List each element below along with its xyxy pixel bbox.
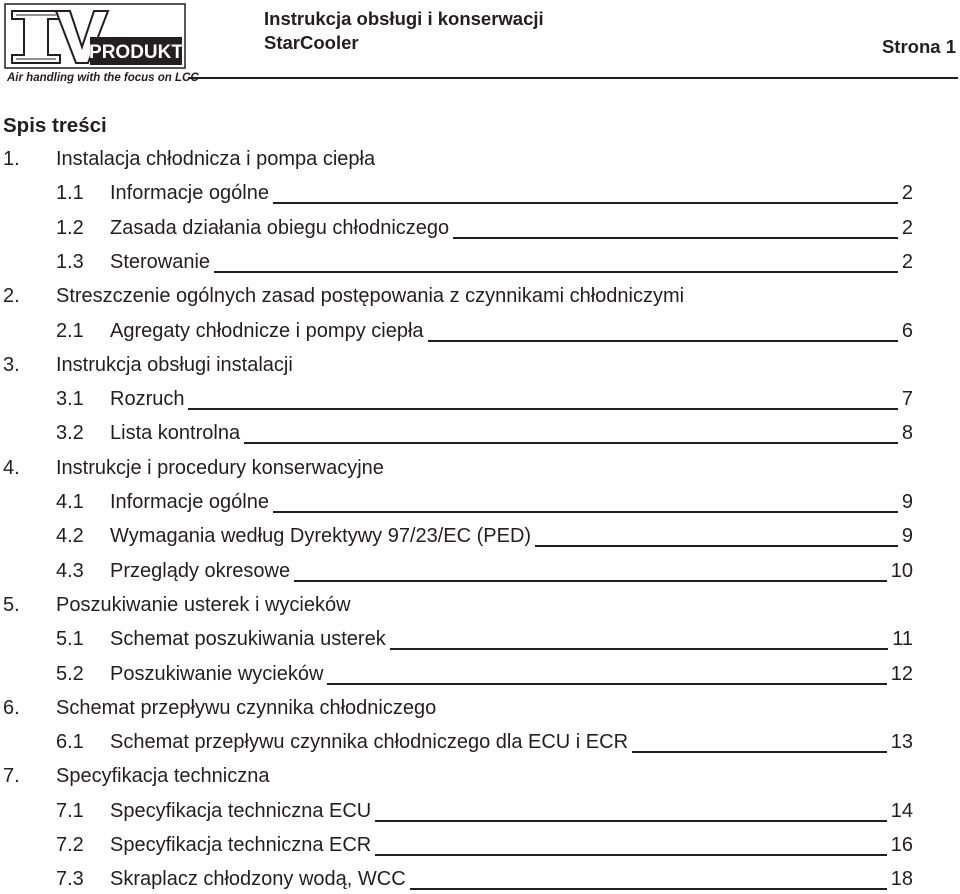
company-logo [4,3,186,69]
toc-entry-number: 1.1 [56,182,84,205]
toc-entry-title: Schemat przepływu czynnika chłodniczego dla ECU i ECR [110,731,629,754]
toc-entry-page: 12 [890,662,913,685]
toc-entry-page: 9 [901,491,913,513]
toc-heading: Spis treści [3,114,107,137]
toc-entry-title: Schemat poszukiwania usterek [110,628,386,651]
toc-entry[interactable] [0,556,960,586]
toc-entry-number: 4. [3,456,20,479]
toc-entry[interactable] [0,144,960,174]
toc-leader-line [375,854,887,856]
toc-entry-title: Zasada działania obiegu chłodniczego [110,216,450,239]
toc-entry-title: Schemat przepływu czynnika chłodniczego [56,696,437,719]
toc-entry-page: 16 [890,834,913,856]
toc-entry-number: 4.3 [56,559,84,582]
toc-entry[interactable] [0,384,960,414]
toc-entry-number: 3.2 [56,422,84,445]
toc-entry-number: 5.2 [56,662,84,685]
toc-entry-title: Instrukcje i procedury konserwacyjne [56,456,384,479]
toc-entry[interactable] [0,864,960,894]
toc-leader-line [453,237,898,239]
toc-entry[interactable] [0,281,960,311]
toc-entry[interactable] [0,487,960,517]
toc-entry[interactable] [0,693,960,723]
toc-entry[interactable] [0,727,960,757]
toc-entry-title: Agregaty chłodnicze i pompy ciepła [110,319,424,342]
toc-entry[interactable] [0,590,960,620]
toc-entry-title: Specyfikacja techniczna [56,765,270,788]
toc-entry-page: 2 [901,182,913,205]
toc-entry-page: 2 [901,216,913,239]
toc-entry[interactable] [0,659,960,689]
page-number-label: Strona 1 [881,36,956,57]
toc-entry-number: 3.1 [56,388,84,411]
toc-entry-page: 14 [890,799,913,822]
toc-entry-title: Specyfikacja techniczna ECU [110,799,372,822]
toc-entry-page: 8 [901,422,913,445]
toc-entry-title: Specyfikacja techniczna ECR [110,834,372,856]
toc-leader-line [410,888,887,890]
toc-entry[interactable] [0,418,960,448]
toc-entry-number: 7.2 [56,834,84,856]
toc-entry[interactable] [0,178,960,208]
toc-entry[interactable] [0,521,960,551]
toc-entry[interactable] [0,796,960,826]
toc-entry-number: 6.1 [56,731,84,754]
toc-entry-title: Poszukiwanie usterek i wycieków [56,593,351,616]
toc-leader-line [535,545,898,547]
toc-leader-line [273,202,898,204]
toc-leader-line [214,271,898,273]
toc-entry-page: 13 [890,731,913,754]
toc-leader-line [273,511,898,513]
toc-entry-title: Informacje ogólne [110,491,269,513]
page-header [0,0,960,95]
toc-leader-line [294,580,887,582]
toc-entry[interactable] [0,453,960,483]
toc-leader-line [244,442,898,444]
toc-entry-number: 4.1 [56,491,84,513]
toc-entry-number: 1.2 [56,216,84,239]
toc-entry-title: Streszczenie ogólnych zasad postępowania z czynnikami chłodniczymi [56,285,685,308]
toc-entry[interactable] [0,316,960,346]
svg-text:PRODUKT: PRODUKT [89,42,183,63]
toc-leader-line [375,820,887,822]
toc-entry-number: 2. [3,285,20,308]
toc-entry[interactable] [0,830,960,860]
toc-entry-page: 10 [890,559,913,582]
toc-entry-title: Lista kontrolna [110,422,241,445]
toc-leader-line [428,340,898,342]
toc-entry-title: Rozruch [110,388,185,411]
toc-entry-title: Informacje ogólne [110,182,269,205]
toc-leader-line [632,751,887,753]
toc-entry-page: 7 [901,388,913,411]
toc-entry-number: 5.1 [56,628,84,651]
document-subtitle: StarCooler [264,32,359,53]
toc-entry[interactable] [0,624,960,654]
toc-entry-title: Sterowanie [110,250,211,273]
toc-entry-number: 7.3 [56,868,84,891]
toc-entry-number: 4.2 [56,525,84,548]
toc-leader-line [188,408,898,410]
toc-entry-page: 9 [901,525,913,548]
header-divider [188,77,958,79]
toc-entry-title: Przeglądy okresowe [110,559,291,582]
toc-entry[interactable] [0,247,960,277]
toc-entry[interactable] [0,761,960,791]
toc-entry-page: 18 [890,868,913,891]
toc-entry-title: Poszukiwanie wycieków [110,662,324,685]
toc-entry-number: 7.1 [56,799,84,822]
toc-entry-number: 3. [3,353,20,376]
toc-entry-page: 6 [901,319,913,342]
toc-entry-title: Instalacja chłodnicza i pompa ciepła [56,148,376,170]
company-tagline: Air handling with the focus on LCC [7,72,199,84]
toc-entry-page: 11 [892,628,913,651]
toc-entry-title: Instrukcja obsługi instalacji [56,353,293,376]
toc-entry-title: Wymagania według Dyrektywy 97/23/EC (PED) [110,525,532,548]
toc-entry-number: 2.1 [56,319,84,342]
toc-entry-number: 1.3 [56,250,84,273]
toc-entry-number: 7. [3,765,20,788]
toc-entry-number: 6. [3,696,20,719]
toc-entry-title: Skraplacz chłodzony wodą, WCC [110,868,406,891]
toc-entry-page: 2 [901,250,913,273]
document-title: Instrukcja obsługi i konserwacji [264,8,544,29]
toc-entry-number: 1. [3,148,20,170]
toc-leader-line [327,683,887,685]
toc-entry[interactable] [0,350,960,380]
toc-entry[interactable] [0,213,960,243]
toc-leader-line [390,648,888,650]
toc-entry-number: 5. [3,593,20,616]
